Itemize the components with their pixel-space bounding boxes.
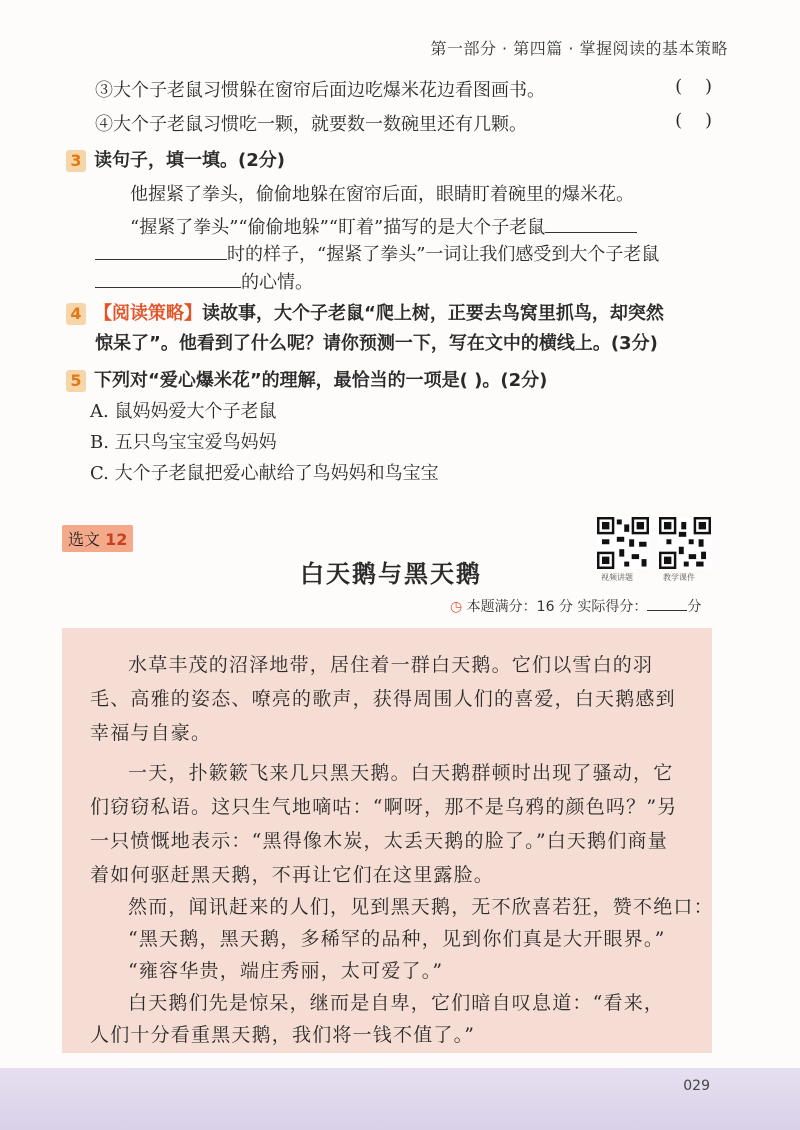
option-a[interactable]: A. 鼠妈妈爱大个子老鼠 [90,401,277,422]
question-5-title [66,366,547,392]
answer-blank-2[interactable] [95,259,227,260]
question-3-text: 读句子，填一填。(2分) [94,150,285,171]
option-c[interactable]: C. 大个子老鼠把爱心献给了鸟妈妈和鸟宝宝 [90,463,439,484]
story-line: 然而，闻讯赶来的人们，见到黑天鹅，无不欣喜若狂，赞不绝口： [128,896,714,918]
question-number-badge: 3 [66,150,86,172]
qr-code-courseware[interactable] [659,517,711,569]
story-line: 白天鹅们先是惊呆，继而是自卑，它们暗自叹息道：“看来， [128,992,665,1014]
story-line: 着如何驱赶黑天鹅，不再让它们在这里露脸。 [90,864,495,886]
story-line: 一天，扑簌簌飞来几只黑天鹅。白天鹅群顿时出现了骚动，它 [128,762,674,784]
answer-blank-3[interactable] [95,287,241,288]
question-3-line2-text: 时的样子，“握紧了拳头”一词让我们感受到大个子老鼠 [227,244,660,265]
story-passage [62,628,712,1053]
judge-item-3: ③大个子老鼠习惯躲在窗帘后面边吃爆米花边看图画书。 [95,80,545,101]
question-number-badge: 5 [66,370,86,392]
story-line: 幸福与自豪。 [90,722,212,744]
page-number: 029 [683,1078,710,1094]
question-3-title [66,146,285,172]
question-3-line3-text: 的心情。 [241,272,313,293]
qr-label-video: 视频讲题 [601,573,633,582]
section-tag [62,525,133,552]
story-title: 白天鹅与黑天鹅 [300,560,482,588]
option-b[interactable]: B. 五只鸟宝宝爱鸟妈妈 [90,432,277,453]
question-4-title [66,299,664,325]
answer-blank-1[interactable] [545,232,637,233]
question-number-badge: 4 [66,303,86,325]
story-line: “黑天鹅，黑天鹅，多稀罕的品种，见到你们真是大开眼界。” [128,928,666,950]
story-line: 水草丰茂的沼泽地带，居住着一群白天鹅。它们以雪白的羽 [128,654,654,676]
section-tag-number: 12 [105,530,128,549]
section-tag-label: 选文 [68,530,101,549]
story-line: 们窃窃私语。这只生气地嘀咕：“啊呀，那不是乌鸦的颜色吗？”另 [90,796,678,818]
qr-code-video[interactable] [597,517,649,569]
question-4-line1: 读故事，大个子老鼠“爬上树，正要去鸟窝里抓鸟，却突然 [202,303,664,324]
judge-answer-3[interactable]: ( ) [675,76,712,97]
question-3-line1 [130,213,637,239]
judge-item-4: ④大个子老鼠习惯吃一颗，就要数一数碗里还有几颗。 [95,114,527,135]
score-text: 本题满分：16 分 实际得分： [466,599,648,615]
story-line: 毛、高雅的姿态、嘹亮的歌声，获得周围人们的喜爱，白天鹅感到 [90,688,676,710]
question-4-line2: 惊呆了”。他看到了什么呢？请你预测一下，写在文中的横线上。(3分) [95,333,658,354]
judge-answer-4[interactable]: ( ) [675,110,712,131]
question-3-line1-text: “握紧了拳头”“偷偷地躲”“盯着”描写的是大个子老鼠 [130,217,546,238]
clock-icon: ◷ [450,599,463,615]
question-5-text: 下列对“爱心爆米花”的理解，最恰当的一项是( )。(2分) [94,370,548,391]
qr-label-courseware: 教学课件 [663,573,695,582]
question-3-line2 [95,240,659,266]
story-line: “雍容华贵，端庄秀丽，太可爱了。” [128,960,444,982]
score-line [450,596,701,616]
story-line: 人们十分看重黑天鹅，我们将一钱不值了。” [90,1024,476,1046]
question-3-quote: 他握紧了拳头，偷偷地躲在窗帘后面，眼睛盯着碗里的爆米花。 [130,184,634,205]
page-header: 第一部分 · 第四篇 · 掌握阅读的基本策略 [430,39,728,58]
story-line: 一只愤慨地表示：“黑得像木炭，太丢天鹅的脸了。”白天鹅们商量 [90,830,668,852]
score-blank[interactable] [647,610,687,611]
score-unit: 分 [687,599,702,615]
question-3-line3 [95,268,313,294]
footer-bar [0,1068,800,1130]
strategy-label: 【阅读策略】 [94,303,202,324]
